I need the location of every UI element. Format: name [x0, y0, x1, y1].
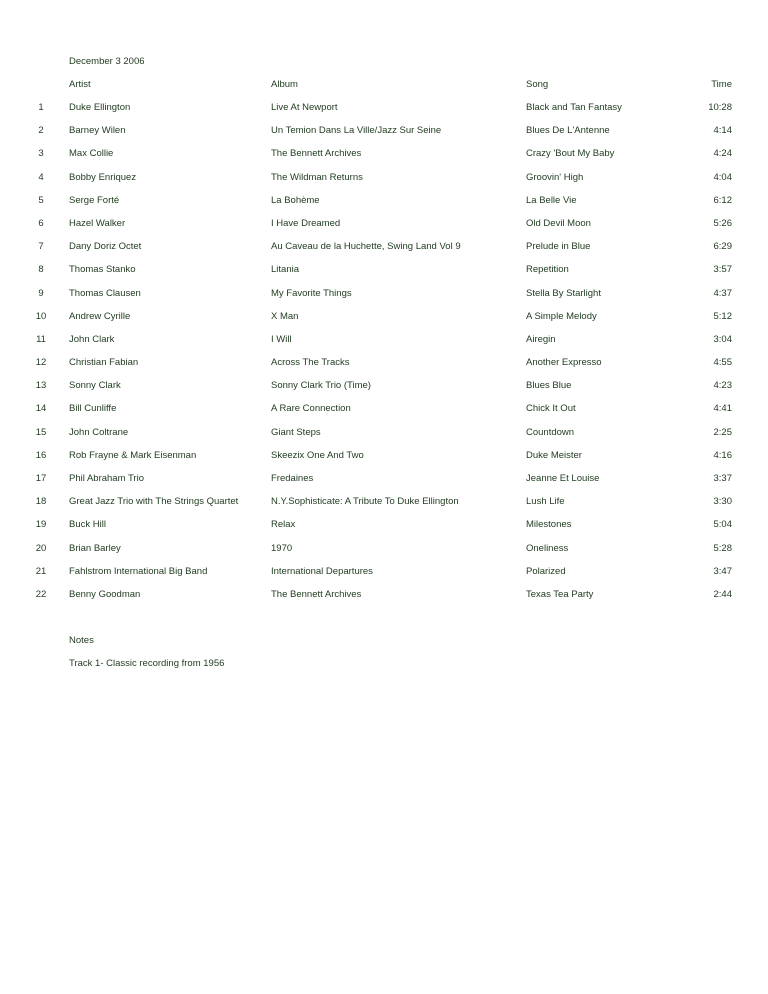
track-number: 22 — [35, 588, 47, 600]
track-time: 4:37 — [713, 287, 732, 299]
track-row — [0, 147, 768, 170]
track-album: The Bennett Archives — [271, 588, 362, 600]
track-artist: John Clark — [69, 333, 115, 345]
track-number: 21 — [35, 565, 47, 577]
track-artist: Rob Frayne & Mark Eisenman — [69, 449, 197, 461]
track-time: 3:47 — [713, 565, 732, 577]
track-artist: Max Collie — [69, 148, 114, 160]
track-row — [0, 101, 768, 124]
track-number: 1 — [38, 102, 44, 113]
track-song: Black and Tan Fantasy — [526, 102, 622, 113]
track-artist: Brian Barley — [69, 542, 121, 554]
track-song: Oneliness — [526, 542, 569, 554]
track-list — [0, 101, 768, 611]
track-song: Lush Life — [526, 496, 565, 508]
track-row — [0, 402, 768, 425]
track-number: 6 — [38, 217, 44, 229]
track-row — [0, 588, 768, 611]
track-time: 5:26 — [713, 217, 732, 229]
track-number: 13 — [35, 380, 47, 392]
track-number: 8 — [38, 264, 44, 276]
column-header-artist: Artist — [69, 79, 91, 90]
track-artist: Sonny Clark — [69, 380, 121, 392]
track-number: 18 — [35, 496, 47, 508]
track-number: 19 — [35, 519, 47, 531]
track-row — [0, 449, 768, 472]
track-time: 4:14 — [713, 125, 732, 137]
track-row — [0, 124, 768, 147]
track-row — [0, 426, 768, 449]
track-time: 4:55 — [713, 357, 732, 369]
track-artist: Fahlstrom International Big Band — [69, 565, 208, 577]
track-time: 4:41 — [713, 403, 732, 415]
track-album: Fredaines — [271, 473, 314, 484]
track-album: I Will — [271, 333, 292, 345]
track-song: Prelude in Blue — [526, 241, 591, 253]
track-row — [0, 263, 768, 286]
track-artist: Andrew Cyrille — [69, 310, 131, 322]
track-number: 17 — [35, 473, 47, 484]
track-artist: Buck Hill — [69, 519, 106, 531]
track-row — [0, 356, 768, 379]
track-song: Jeanne Et Louise — [526, 473, 600, 484]
track-artist: John Coltrane — [69, 426, 129, 438]
track-album: The Bennett Archives — [271, 148, 362, 160]
track-song: Countdown — [526, 426, 575, 438]
track-song: Texas Tea Party — [526, 588, 594, 600]
track-time: 3:57 — [713, 264, 732, 276]
track-time: 2:25 — [713, 426, 732, 438]
track-time: 3:30 — [713, 496, 732, 508]
track-row — [0, 565, 768, 588]
track-row — [0, 194, 768, 217]
track-song: Stella By Starlight — [526, 287, 601, 299]
track-artist: Benny Goodman — [69, 588, 141, 600]
track-album: Giant Steps — [271, 426, 321, 438]
track-number: 5 — [38, 194, 44, 206]
column-header-album: Album — [271, 79, 298, 90]
track-artist: Thomas Clausen — [69, 287, 141, 299]
track-song: A Simple Melody — [526, 310, 597, 322]
track-song: Another Expresso — [526, 357, 602, 369]
track-number: 7 — [38, 241, 44, 253]
track-song: Crazy 'Bout My Baby — [526, 148, 615, 160]
track-song: Blues Blue — [526, 380, 572, 392]
track-song: Duke Meister — [526, 449, 582, 461]
track-row — [0, 472, 768, 495]
track-number: 4 — [38, 171, 44, 183]
track-artist: Dany Doriz Octet — [69, 241, 142, 253]
track-artist: Christian Fabian — [69, 357, 139, 369]
track-row — [0, 287, 768, 310]
track-album: Sonny Clark Trio (Time) — [271, 380, 371, 392]
track-time: 2:44 — [713, 588, 732, 600]
track-song: La Belle Vie — [526, 194, 577, 206]
track-time: 6:12 — [713, 194, 732, 206]
track-album: International Departures — [271, 565, 373, 577]
track-time: 10:28 — [708, 102, 732, 113]
track-row — [0, 518, 768, 541]
track-number: 14 — [35, 403, 47, 415]
column-header-row — [0, 78, 768, 92]
track-song: Polarized — [526, 565, 566, 577]
track-album: N.Y.Sophisticate: A Tribute To Duke Ellington — [271, 496, 459, 508]
track-album: Relax — [271, 519, 296, 531]
track-row — [0, 310, 768, 333]
track-artist: Phil Abraham Trio — [69, 473, 144, 484]
track-row — [0, 495, 768, 518]
track-artist: Bill Cunliffe — [69, 403, 117, 415]
track-album: Un Temion Dans La Ville/Jazz Sur Seine — [271, 125, 442, 137]
track-time: 4:04 — [713, 171, 732, 183]
track-time: 4:16 — [713, 449, 732, 461]
column-header-song: Song — [526, 79, 549, 90]
track-number: 9 — [38, 287, 44, 299]
track-album: La Bohème — [271, 194, 320, 206]
track-album: I Have Dreamed — [271, 217, 341, 229]
track-song: Old Devil Moon — [526, 217, 591, 229]
track-album: A Rare Connection — [271, 403, 351, 415]
track-time: 3:04 — [713, 333, 732, 345]
track-artist: Hazel Walker — [69, 217, 126, 229]
track-time: 5:04 — [713, 519, 732, 531]
track-song: Blues De L'Antenne — [526, 125, 610, 137]
track-album: Across The Tracks — [271, 357, 350, 369]
notes-text: Track 1- Classic recording from 1956 — [69, 658, 225, 669]
track-artist: Duke Ellington — [69, 102, 131, 113]
track-time: 5:12 — [713, 310, 732, 322]
track-time: 3:37 — [713, 473, 732, 484]
track-song: Groovin' High — [526, 171, 584, 183]
track-time: 6:29 — [713, 241, 732, 253]
track-number: 11 — [36, 333, 46, 345]
track-number: 15 — [35, 426, 47, 438]
track-album: Live At Newport — [271, 102, 338, 113]
track-artist: Serge Forté — [69, 194, 120, 206]
playlist-date: December 3 2006 — [69, 56, 145, 67]
track-number: 3 — [38, 148, 44, 160]
track-artist: Thomas Stanko — [69, 264, 136, 276]
track-number: 16 — [35, 449, 47, 461]
track-row — [0, 333, 768, 356]
column-header-time: Time — [711, 79, 732, 90]
track-song: Airegin — [526, 333, 556, 345]
track-row — [0, 240, 768, 263]
track-time: 5:28 — [713, 542, 732, 554]
track-number: 12 — [35, 357, 47, 369]
track-album: My Favorite Things — [271, 287, 352, 299]
track-number: 2 — [38, 125, 44, 137]
notes-heading: Notes — [69, 635, 94, 646]
track-number: 10 — [35, 310, 47, 322]
track-time: 4:24 — [713, 148, 732, 160]
track-album: 1970 — [271, 542, 293, 554]
track-row — [0, 542, 768, 565]
track-row — [0, 171, 768, 194]
track-artist: Great Jazz Trio with The Strings Quartet — [69, 496, 239, 508]
track-artist: Barney Wilen — [69, 125, 126, 137]
track-row — [0, 217, 768, 240]
track-artist: Bobby Enriquez — [69, 171, 137, 183]
track-row — [0, 379, 768, 402]
track-album: The Wildman Returns — [271, 171, 363, 183]
track-album: Au Caveau de la Huchette, Swing Land Vol 9 — [271, 241, 461, 253]
track-album: Skeezix One And Two — [271, 449, 364, 461]
track-time: 4:23 — [713, 380, 732, 392]
track-song: Chick It Out — [526, 403, 576, 415]
track-song: Milestones — [526, 519, 572, 531]
track-song: Repetition — [526, 264, 569, 276]
track-album: Litania — [271, 264, 299, 276]
track-number: 20 — [35, 542, 47, 554]
track-album: X Man — [271, 310, 299, 322]
